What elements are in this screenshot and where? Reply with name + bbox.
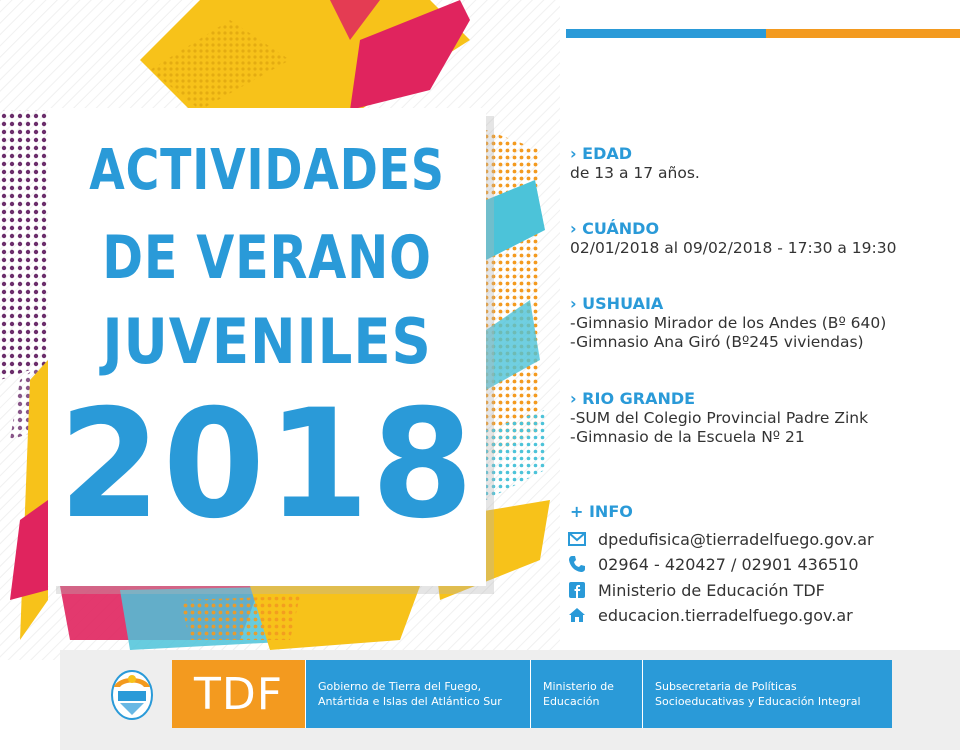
title-card (48, 108, 486, 586)
footer-subsecretaria (642, 660, 892, 728)
title-line-2: DE VERANO (102, 223, 432, 293)
footer-ministerio-line-1: Ministerio de (543, 680, 614, 693)
title-line-3: JUVENILES (102, 305, 432, 378)
contact-phone-row[interactable] (566, 552, 859, 576)
envelope-icon (566, 528, 588, 550)
section-ushuaia-heading: › USHUAIA (570, 294, 664, 313)
footer-gobierno (305, 660, 530, 728)
section-edad-line: de 13 a 17 años. (570, 164, 700, 182)
title-year: 2018 (58, 378, 476, 552)
home-icon (566, 604, 588, 626)
footer-ministerio-line-2: Educación (543, 695, 600, 708)
tdf-logo: TDF (172, 660, 305, 728)
accent-bar (566, 29, 960, 38)
contact-website-row[interactable] (566, 603, 853, 627)
footer-gobierno-line-1: Gobierno de Tierra del Fuego, (318, 680, 482, 693)
section-ushuaia (570, 294, 886, 352)
section-rio-grande-line-1: -SUM del Colegio Provincial Padre Zink (570, 409, 869, 427)
title-line-1: ACTIVIDADES (89, 138, 445, 203)
footer-subsecretaria-line-2: Socioeducativas y Educación Integral (655, 695, 861, 708)
section-rio-grande (570, 389, 868, 447)
section-ushuaia-line-2: -Gimnasio Ana Giró (Bº245 viviendas) (570, 333, 864, 351)
section-cuando-heading: › CUÁNDO (570, 219, 660, 238)
section-edad (570, 144, 700, 183)
section-rio-grande-line-2: -Gimnasio de la Escuela Nº 21 (570, 428, 805, 446)
contact-facebook[interactable]: Ministerio de Educación TDF (598, 580, 825, 600)
footer-ministerio (530, 660, 642, 728)
section-info (570, 502, 633, 522)
section-rio-grande-heading: › RIO GRANDE (570, 389, 696, 408)
orange-dots-right (486, 130, 540, 460)
section-info-heading: + INFO (570, 502, 633, 521)
section-edad-heading: › EDAD (570, 144, 633, 163)
section-ushuaia-line-1: -Gimnasio Mirador de los Andes (Bº 640) (570, 314, 887, 332)
contact-email[interactable]: dpedufisica@tierradelfuego.gov.ar (598, 529, 874, 549)
footer-gobierno-line-2: Antártida e Islas del Atlántico Sur (318, 695, 502, 708)
footer-subsecretaria-line-1: Subsecretaria de Políticas (655, 680, 797, 693)
accent-bar-orange (766, 29, 960, 38)
contact-facebook-row[interactable] (566, 578, 825, 602)
contact-phone[interactable]: 02964 - 420427 / 02901 436510 (598, 554, 859, 574)
footer-bar (112, 660, 892, 728)
contact-email-row[interactable] (566, 527, 874, 551)
phone-icon (566, 553, 588, 575)
contact-website[interactable]: educacion.tierradelfuego.gov.ar (598, 605, 853, 625)
accent-bar-blue (566, 29, 766, 38)
section-cuando-line: 02/01/2018 al 09/02/2018 - 17:30 a 19:30 (570, 239, 897, 257)
section-cuando (570, 219, 896, 258)
facebook-icon (566, 579, 588, 601)
